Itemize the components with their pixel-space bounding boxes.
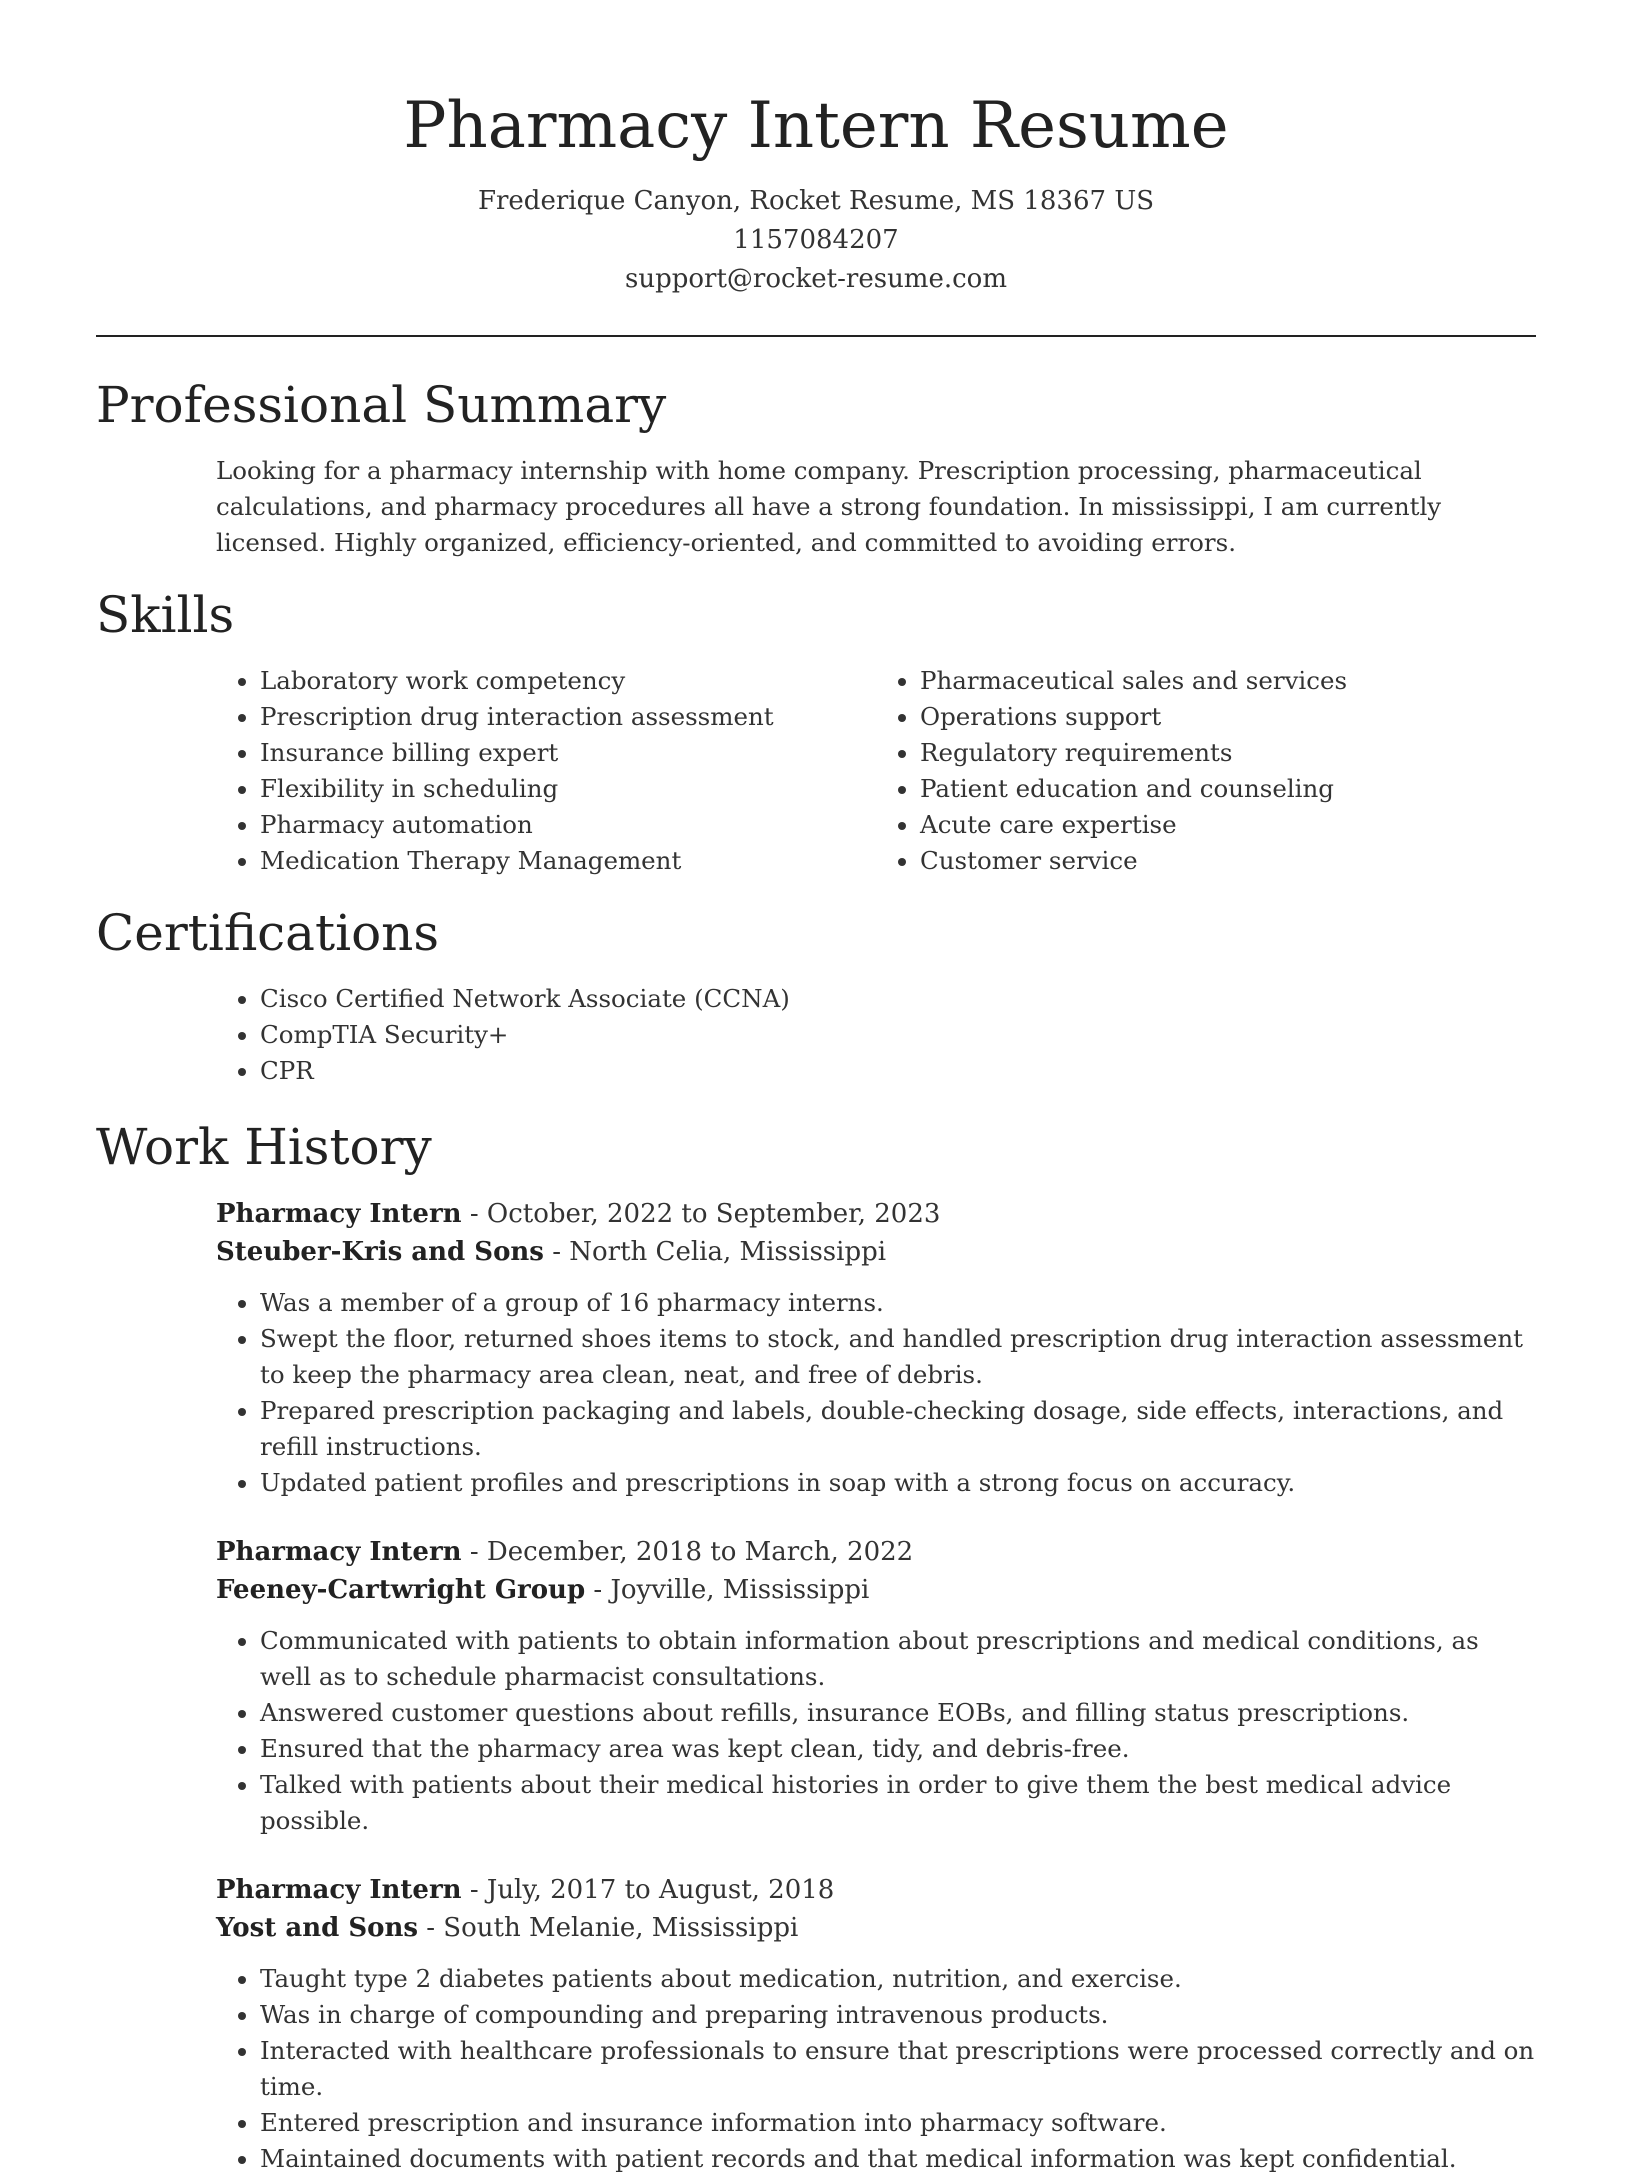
skill-item: • Pharmacy automation — [260, 807, 876, 843]
job-bullet: • Communicated with patients to obtain information about prescriptions and medical conditions, as well as to schedule pharmacist consultations. — [260, 1623, 1536, 1695]
job-bullet: • Was a member of a group of 16 pharmacy interns. — [260, 1285, 1536, 1321]
job-company-line — [216, 1909, 1536, 1947]
job-dates: - December, 2018 to March, 2022 — [461, 1537, 914, 1567]
job-dates: - October, 2022 to September, 2023 — [461, 1199, 941, 1229]
skills-heading: Skills — [96, 586, 235, 644]
job-company-line — [216, 1233, 1536, 1271]
job-location: - North Celia, Mississippi — [543, 1237, 887, 1267]
header-divider — [96, 335, 1536, 337]
job-company: Steuber-Kris and Sons — [216, 1237, 544, 1267]
job-bullet: • Talked with patients about their medical histories in order to give them the best medical advice possible. — [260, 1767, 1536, 1839]
resume-header — [96, 0, 1536, 299]
skill-item: • Laboratory work competency — [260, 663, 876, 699]
certifications-list-wrapper — [96, 981, 1536, 1089]
summary-text: Looking for a pharmacy internship with home company. Prescription processing, pharmaceutical calculations, and pharmacy procedures all have a strong foundation. In mississippi, I am currently licensed. Highly organized, efficiency-oriented, and committed to avoiding errors. — [216, 456, 1442, 557]
phone: 1157084207 — [733, 225, 899, 255]
certifications-section — [96, 903, 1536, 1089]
certification-item: • CPR — [260, 1053, 1536, 1089]
job-bullets — [216, 1285, 1536, 1501]
job-entry — [96, 1195, 1536, 1501]
job-location: - South Melanie, Mississippi — [417, 1913, 799, 1943]
address: Frederique Canyon, Rocket Resume, MS 18367 US — [477, 186, 1155, 216]
skill-item: • Acute care expertise — [920, 807, 1536, 843]
job-title-line — [216, 1533, 1536, 1571]
job-bullet: • Was in charge of compounding and preparing intravenous products. — [260, 1997, 1536, 2033]
summary-heading: Professional Summary — [96, 376, 667, 434]
contact-info — [96, 182, 1536, 299]
skills-section — [96, 585, 1536, 879]
job-bullet: • Swept the floor, returned shoes items to stock, and handled prescription drug interaction assessment to keep the pharmacy area clean, neat, and free of debris. — [260, 1321, 1536, 1393]
job-company-line — [216, 1571, 1536, 1609]
job-title: Pharmacy Intern — [216, 1537, 462, 1567]
work-history-section — [96, 1117, 1536, 2177]
certifications-list — [216, 981, 1536, 1089]
skill-item: • Customer service — [920, 843, 1536, 879]
summary-section — [96, 375, 1536, 561]
job-dates: - July, 2017 to August, 2018 — [461, 1875, 835, 1905]
email: support@rocket-resume.com — [624, 264, 1007, 294]
skills-grid — [96, 663, 1536, 879]
skill-item: • Insurance billing expert — [260, 735, 876, 771]
skills-right-list — [876, 663, 1536, 879]
job-bullets — [216, 1623, 1536, 1839]
job-bullet: • Entered prescription and insurance information into pharmacy software. — [260, 2105, 1536, 2141]
job-bullet: • Interacted with healthcare professionals to ensure that prescriptions were processed correctly and on time. — [260, 2033, 1536, 2105]
job-bullets — [216, 1961, 1536, 2177]
job-bullet: • Prepared prescription packaging and labels, double-checking dosage, side effects, interactions, and refill instructions. — [260, 1393, 1536, 1465]
job-title: Pharmacy Intern — [216, 1199, 462, 1229]
skill-item: • Pharmaceutical sales and services — [920, 663, 1536, 699]
job-bullet: • Maintained documents with patient records and that medical information was kept confidential. — [260, 2141, 1536, 2177]
job-title: Pharmacy Intern — [216, 1875, 462, 1905]
skill-item: • Patient education and counseling — [920, 771, 1536, 807]
job-company: Yost and Sons — [216, 1913, 418, 1943]
job-company: Feeney-Cartwright Group — [216, 1575, 586, 1605]
job-bullet: • Updated patient profiles and prescriptions in soap with a strong focus on accuracy. — [260, 1465, 1536, 1501]
job-entry — [96, 1871, 1536, 2177]
skill-item: • Medication Therapy Management — [260, 843, 876, 879]
work-history-heading: Work History — [96, 1118, 432, 1176]
job-bullet: • Taught type 2 diabetes patients about medication, nutrition, and exercise. — [260, 1961, 1536, 1997]
skill-item: • Regulatory requirements — [920, 735, 1536, 771]
job-title-line — [216, 1871, 1536, 1909]
skill-item: • Flexibility in scheduling — [260, 771, 876, 807]
job-entry — [96, 1533, 1536, 1839]
certification-item: • CompTIA Security+ — [260, 1017, 1536, 1053]
certifications-heading: Certifications — [96, 904, 440, 962]
skill-item: • Prescription drug interaction assessment — [260, 699, 876, 735]
page-title: Pharmacy Intern Resume — [403, 89, 1229, 163]
skill-item: • Operations support — [920, 699, 1536, 735]
job-location: - Joyville, Mississippi — [585, 1575, 870, 1605]
job-bullet: • Ensured that the pharmacy area was kept clean, tidy, and debris-free. — [260, 1731, 1536, 1767]
certification-item: • Cisco Certified Network Associate (CCNA) — [260, 981, 1536, 1017]
job-title-line — [216, 1195, 1536, 1233]
job-bullet: • Answered customer questions about refills, insurance EOBs, and filling status prescriptions. — [260, 1695, 1536, 1731]
skills-left-list — [216, 663, 876, 879]
